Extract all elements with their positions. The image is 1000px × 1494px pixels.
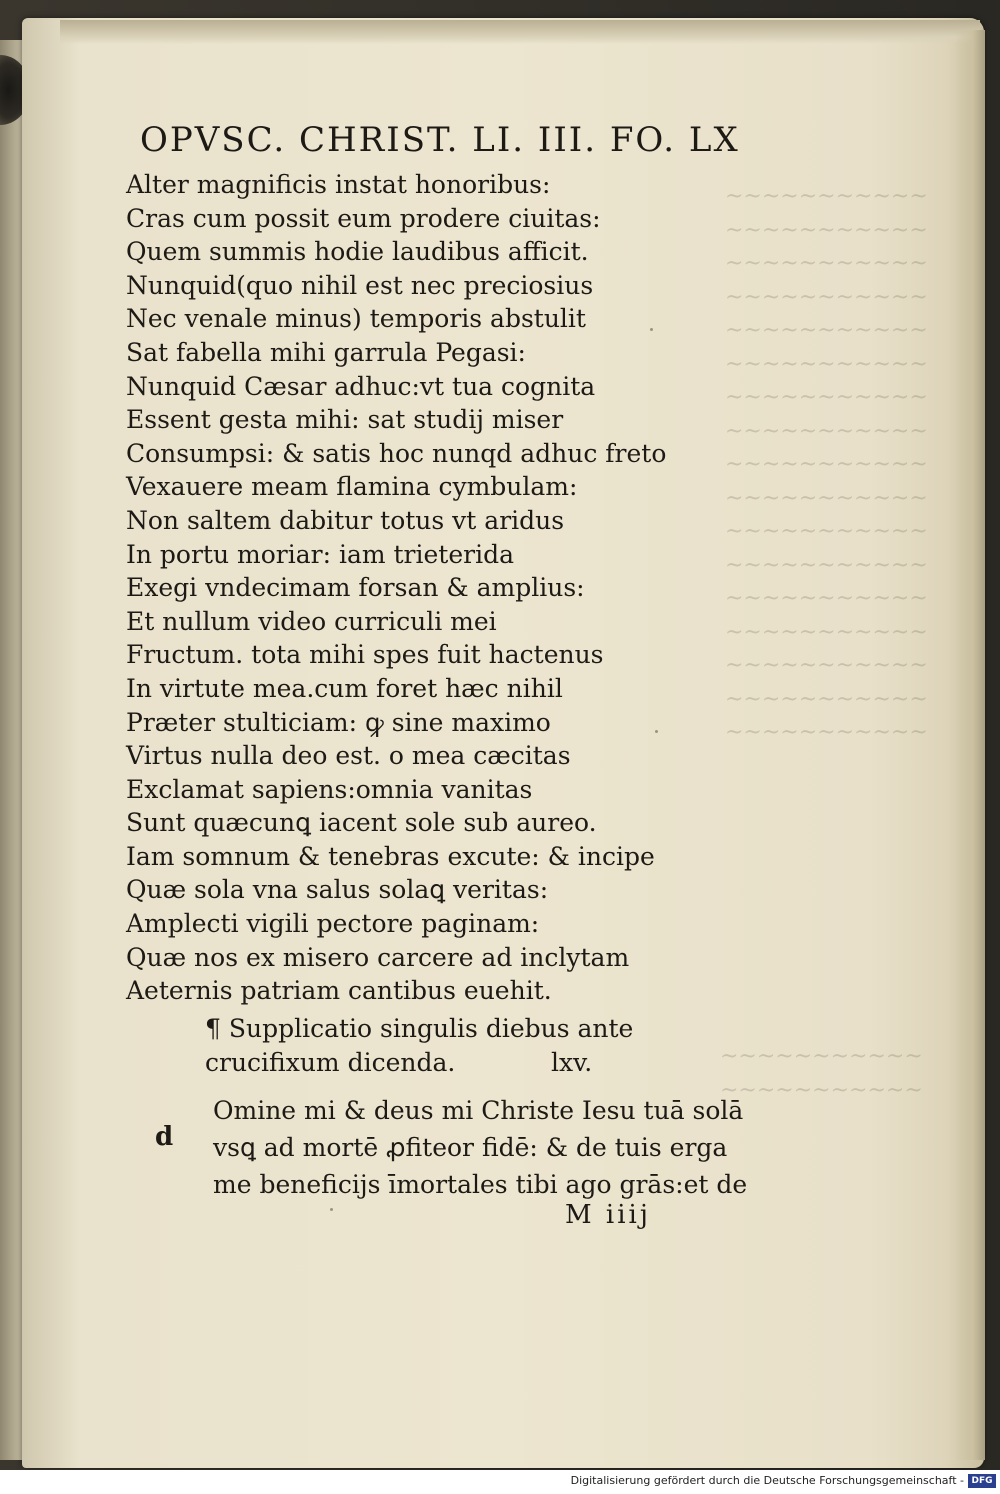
ink-speck [655,730,658,733]
verse-line: Quæ sola vna salus solaꝗ veritas: [126,875,549,905]
verse-line: Iam somnum & tenebras excute: & incipe [126,841,655,871]
page-top-edge [60,20,980,44]
prose-line: vsꝗ ad mortē ꝓfiteor fidē: & de tuis erga [213,1133,728,1162]
verse-line: Sat fabella mihi garrula Pegasi: [126,337,526,367]
verse-line: Non saltem dabitur totus vt aridus [126,505,565,535]
verse-line: In portu moriar: iam trieterida [126,539,514,569]
verse-line: Consumpsi: & satis hoc nunqd adhuc freto [126,438,667,468]
verse-line: Et nullum video curriculi mei [126,606,497,636]
verse-line: Vexauere meam flamina cymbulam: [126,472,578,502]
rubric-line: crucifixum dicenda. [205,1048,456,1077]
initial-guide-letter: d [155,1122,174,1152]
verse-line: Alter magnificis instat honoribus: [126,170,551,199]
rubric-heading [205,1012,633,1080]
verse-line: Exegi vndecimam forsan & amplius: [126,573,585,603]
verse-line: Exclamat sapiens:omnia vanitas [126,774,533,804]
verse-line: Fructum. tota mihi spes fuit hactenus [126,640,604,670]
dfg-logo: DFG [968,1474,996,1488]
rubric-line: ¶ Supplicatio singulis diebus ante [205,1014,634,1043]
verse-line: In virtute mea.cum foret hæc nihil [126,673,563,703]
verse-line: Cras cum possit eum prodere ciuitas: [126,203,601,233]
verse-line: Aeternis patriam cantibus euehit. [126,976,552,1006]
page-right-edge [955,30,985,1460]
verse-line: Quem summis hodie laudibus afficit. [126,237,589,267]
running-title: OPVSC. CHRIST. LI. III. FO. LX [140,120,740,160]
ink-speck [650,328,653,331]
footer-credit: Digitalisierung gefördert durch die Deutsche Forschungsgemeinschaft - [570,1474,964,1487]
verse-line: Nunquid(quo nihil est nec preciosius [126,270,594,300]
prose-line: Omine mi & deus mi Christe Iesu tuā solā [213,1096,744,1125]
bleed-through-text: ~~~~~~~~~~~ ~~~~~~~~~~~ ~~~~~~~~~~~ ~~~~~~~~~~~ ~~~~~~~~~~~ ~~~~~~~~~~~ ~~~~~~~~~~~ ~~~~~~~~~~~ ~~~~~~~~~~~ ~~~~~~~~~~~ ~~~~~~~~~~~ ~~~~~~~~~~~ ~~~~~~~~~~~ ~~~~~~~~~~~ ~~~~~~~~~~~ ~~~~~~~~~~~ ~~~~~~~~~~~ [725,184,928,745]
signature-mark: M iiij [565,1200,651,1230]
verse-line: Nunquid Cæsar adhuc:vt tua cognita [126,371,596,401]
verse-line: Sunt quæcunꝗ iacent sole sub aureo. [126,808,597,838]
bleed-through-text: ~~~~~~~~~~~ ~~~~~~~~~~~ [720,1044,923,1103]
prose-block [213,1092,747,1203]
verse-line: Virtus nulla deo est. o mea cæcitas [126,741,571,771]
verse-block [126,168,666,1008]
verse-line: Præter stulticiam: ꝙ sine maximo [126,707,551,737]
verse-line: Quæ nos ex misero carcere ad inclytam [126,942,630,972]
prose-line: me beneficijs īmortales tibi ago grās:et de [213,1170,748,1199]
footer-bar [0,1470,1000,1494]
ink-speck [330,1208,333,1211]
verse-line: Amplecti vigili pectore paginam: [126,909,540,939]
verse-line: Essent gesta mihi: sat studij miser [126,405,564,435]
verse-line: Nec venale minus) temporis abstulit [126,304,586,334]
section-number: lxv. [551,1048,593,1077]
